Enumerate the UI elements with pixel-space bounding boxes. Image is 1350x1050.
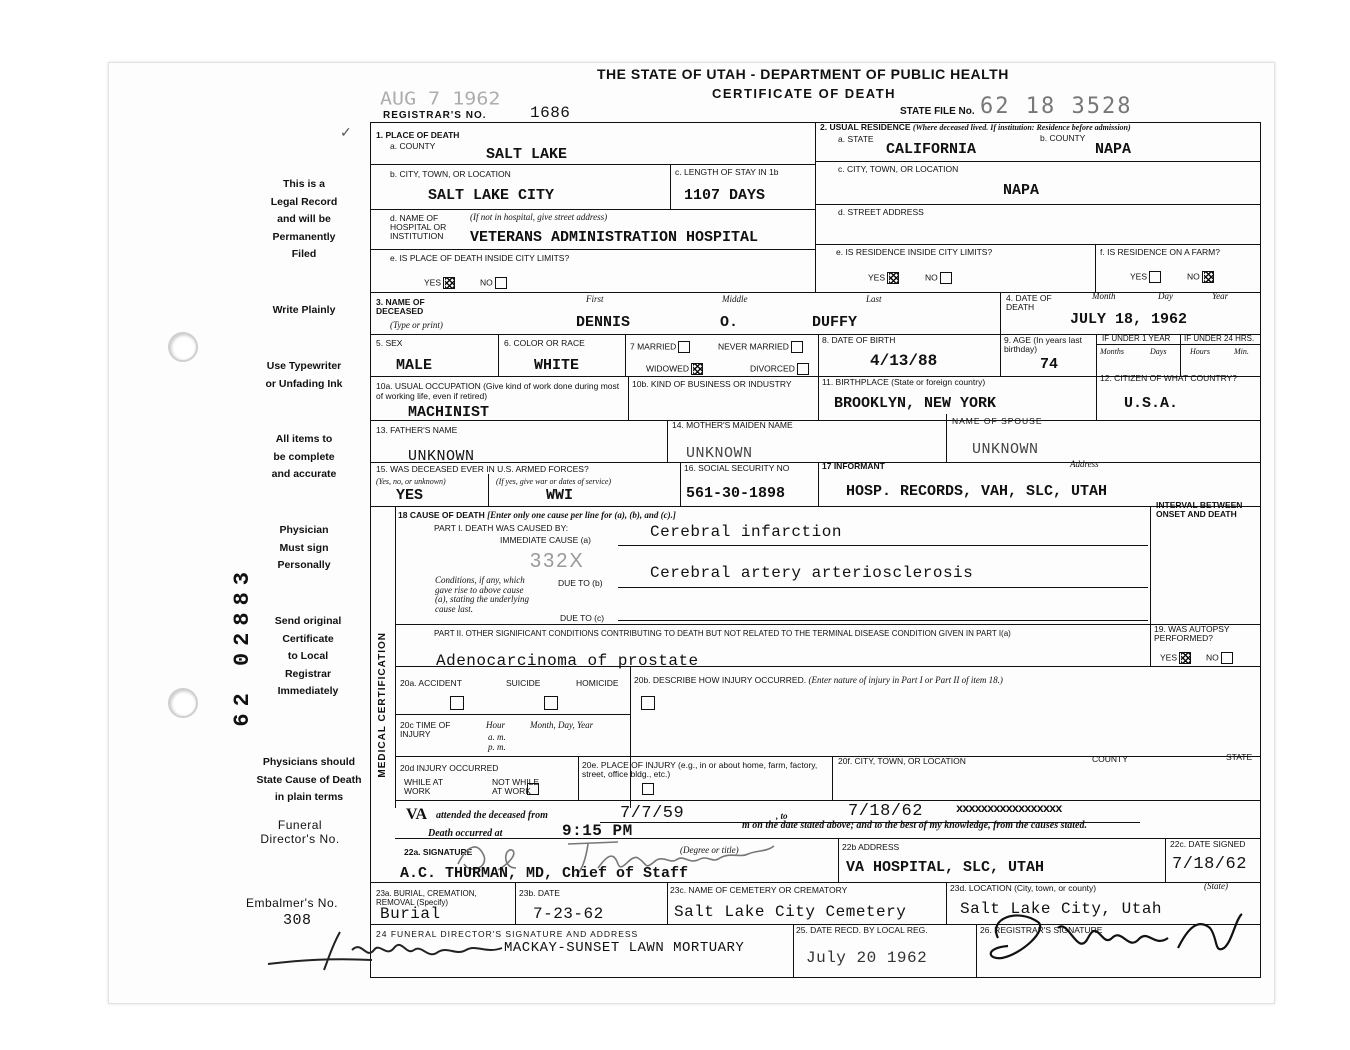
cause-b-line bbox=[618, 587, 1148, 588]
divider bbox=[395, 714, 630, 715]
yes-label: YES bbox=[868, 272, 886, 283]
margin-physician-sign bbox=[252, 522, 356, 575]
state-file-number: 62 18 3528 bbox=[980, 94, 1133, 119]
divider bbox=[625, 334, 626, 376]
married-label: 7 MARRIED bbox=[630, 341, 677, 352]
margin-line: Must sign bbox=[279, 541, 329, 554]
date-received-label: 25. DATE RECD. BY LOCAL REG. bbox=[796, 925, 928, 935]
death-time: 9:15 PM bbox=[562, 822, 633, 840]
ssn-value: 561-30-1898 bbox=[686, 485, 786, 502]
injury-state-label: STATE bbox=[1226, 752, 1253, 762]
injury-county-label: COUNTY bbox=[1092, 754, 1128, 764]
inside-city-no bbox=[480, 277, 507, 289]
address-label: 22b ADDRESS bbox=[842, 842, 900, 852]
date-received: July 20 1962 bbox=[806, 949, 928, 967]
citizen-value: U.S.A. bbox=[1124, 395, 1179, 412]
hospital-name: VETERANS ADMINISTRATION HOSPITAL bbox=[470, 229, 759, 246]
widowed-label: WIDOWED bbox=[646, 363, 689, 374]
divorced-checkbox[interactable] bbox=[797, 363, 809, 375]
punch-hole-bottom bbox=[168, 688, 198, 718]
margin-line: Send original bbox=[274, 615, 342, 627]
spouse-label: NAME OF SPOUSE bbox=[952, 416, 1043, 426]
age-label: 9. AGE (In years last birthday) bbox=[1004, 335, 1082, 354]
cause-b: Cerebral artery arteriosclerosis bbox=[650, 564, 974, 582]
margin-line: Use Typewriter bbox=[266, 360, 342, 372]
suicide-checkbox[interactable] bbox=[544, 696, 558, 710]
place-county-label: a. COUNTY bbox=[390, 141, 436, 151]
divider bbox=[1000, 334, 1001, 376]
divider bbox=[370, 420, 1260, 421]
divider bbox=[946, 414, 947, 462]
divider bbox=[1096, 334, 1097, 376]
farm-no bbox=[1187, 271, 1214, 283]
location-value: Salt Lake City, Utah bbox=[960, 900, 1163, 918]
margin-funeral-director bbox=[240, 818, 360, 846]
margin-line: Filed bbox=[291, 248, 317, 260]
divider bbox=[793, 924, 794, 977]
check-mark: ✓ bbox=[340, 124, 352, 140]
occupation-value: MACHINIST bbox=[408, 404, 490, 421]
margin-line: and will be bbox=[277, 213, 331, 225]
punch-hole-top bbox=[168, 332, 198, 362]
cause-a-line bbox=[618, 545, 1148, 546]
location-label: 23d. LOCATION (City, town, or county) bbox=[950, 883, 1097, 893]
received-stamp: AUG 7 1962 bbox=[380, 87, 501, 109]
accident-label: 20a. ACCIDENT bbox=[400, 678, 462, 688]
cemetery-label: 23c. NAME OF CEMETERY OR CREMATORY bbox=[670, 885, 848, 895]
form-left-border bbox=[370, 122, 371, 978]
margin-line: All items to bbox=[275, 433, 333, 445]
death-date: JULY 18, 1962 bbox=[1070, 311, 1188, 328]
armed-label: 15. WAS DECEASED EVER IN U.S. ARMED FORCES? bbox=[376, 464, 589, 474]
place-label: 1. PLACE OF DEATH bbox=[376, 130, 460, 140]
not-work-checkbox[interactable] bbox=[642, 783, 654, 795]
margin-line: and accurate bbox=[271, 468, 337, 480]
armed-note-1: (Yes, no, or unknown) bbox=[376, 477, 446, 486]
am-label: a. m. bbox=[488, 732, 506, 742]
inside-city-yes bbox=[424, 277, 455, 289]
homicide-checkbox[interactable] bbox=[641, 696, 655, 710]
under-1-label: IF UNDER 1 YEAR bbox=[1102, 334, 1171, 343]
divider bbox=[488, 474, 489, 506]
time-label: 20c TIME OF INJURY bbox=[400, 720, 451, 739]
farm-yes bbox=[1130, 271, 1161, 283]
race-value: WHITE bbox=[534, 357, 580, 374]
first-label: First bbox=[586, 294, 604, 304]
married-checkbox[interactable] bbox=[678, 341, 690, 353]
cause-note: [Enter only one cause per line for (a), (b), and (c).] bbox=[487, 510, 676, 520]
farm-label: f. IS RESIDENCE ON A FARM? bbox=[1100, 247, 1220, 257]
divider bbox=[1180, 334, 1181, 376]
divider bbox=[370, 506, 1260, 507]
war-value: WWI bbox=[546, 487, 574, 504]
divider bbox=[976, 924, 977, 977]
mdy-label: Month, Day, Year bbox=[530, 720, 594, 730]
margin-line: Physicians should bbox=[262, 756, 356, 768]
father-value: UNKNOWN bbox=[408, 448, 475, 465]
no-checkbox[interactable] bbox=[495, 277, 507, 289]
divider bbox=[370, 292, 1260, 293]
attend-to-label: , to bbox=[776, 811, 788, 821]
physician-address: VA HOSPITAL, SLC, UTAH bbox=[846, 859, 1045, 876]
date-signed-label: 22c. DATE SIGNED bbox=[1170, 839, 1246, 849]
yes-checkbox[interactable] bbox=[443, 277, 455, 289]
autopsy-no bbox=[1206, 652, 1233, 664]
middle-name: O. bbox=[720, 314, 739, 331]
suicide-label: SUICIDE bbox=[506, 678, 541, 688]
margin-typewriter bbox=[248, 358, 360, 393]
header-title: CERTIFICATE OF DEATH bbox=[712, 86, 897, 101]
informant-label: 17 INFORMANT bbox=[822, 461, 885, 471]
res-inside-yes bbox=[868, 272, 899, 284]
attend-text: attended the deceased from bbox=[436, 810, 548, 821]
burial-date: 7-23-62 bbox=[533, 905, 604, 923]
margin-line: Physician bbox=[279, 524, 329, 536]
conditions-note: Conditions, if any, which gave rise to above cause (a), stating the underlying cause last. bbox=[435, 575, 529, 614]
funeral-director-value: MACKAY-SUNSET LAWN MORTUARY bbox=[504, 940, 745, 956]
res-inside-label: e. IS RESIDENCE INSIDE CITY LIMITS? bbox=[836, 247, 993, 257]
margin-complete bbox=[252, 431, 356, 484]
form-right-border bbox=[1260, 122, 1261, 978]
part1-label: PART I. DEATH WAS CAUSED BY: bbox=[434, 523, 569, 533]
margin-line: Permanently bbox=[272, 230, 336, 243]
yes-checkbox[interactable] bbox=[1149, 271, 1161, 283]
divorced-label: DIVORCED bbox=[750, 363, 795, 374]
divider bbox=[818, 462, 819, 506]
divider bbox=[838, 838, 839, 882]
divider bbox=[670, 164, 671, 209]
father-label: 13. FATHER'S NAME bbox=[376, 425, 458, 435]
divider bbox=[667, 882, 668, 924]
margin-line: in plain terms bbox=[274, 791, 344, 803]
deceased-label: 3. NAME OF DECEASED bbox=[376, 297, 425, 316]
interval-label: INTERVAL BETWEEN ONSET AND DEATH bbox=[1156, 500, 1243, 519]
occurred-label: 20d INJURY OCCURRED bbox=[400, 763, 499, 773]
margin-cause-terms bbox=[246, 754, 372, 807]
middle-label: Middle bbox=[722, 294, 748, 304]
attend-to: 7/18/62 bbox=[848, 802, 923, 821]
cause-label bbox=[398, 510, 676, 520]
divider bbox=[946, 882, 947, 924]
never-married-label: NEVER MARRIED bbox=[718, 341, 789, 352]
margin-write-plainly: Write Plainly bbox=[272, 304, 336, 316]
birthplace-label: 11. BIRTHPLACE (State or foreign country) bbox=[822, 377, 986, 387]
divider bbox=[667, 420, 668, 462]
type-note: (Type or print) bbox=[390, 320, 443, 330]
no-label: NO bbox=[480, 277, 493, 288]
divider bbox=[815, 244, 1260, 245]
divider bbox=[815, 122, 816, 292]
month-label: Month bbox=[1092, 291, 1116, 301]
degree-label: (Degree or title) bbox=[680, 845, 739, 855]
armed-value: YES bbox=[396, 487, 424, 504]
registrar-signature bbox=[978, 898, 1248, 968]
res-county: NAPA bbox=[1095, 141, 1132, 158]
residence-title: 2. USUAL RESIDENCE bbox=[820, 122, 911, 132]
place-city: SALT LAKE CITY bbox=[428, 187, 555, 204]
divider bbox=[395, 756, 630, 757]
registrar-label: REGISTRAR'S NO. bbox=[383, 110, 487, 121]
divider bbox=[370, 209, 815, 210]
divider bbox=[370, 882, 1260, 883]
stay-value: 1107 DAYS bbox=[684, 187, 766, 204]
divider bbox=[1000, 292, 1001, 334]
burial-date-label: 23b. DATE bbox=[519, 888, 560, 898]
autopsy-label: 19. WAS AUTOPSY PERFORMED? bbox=[1154, 624, 1230, 643]
stay-label: c. LENGTH OF STAY IN 1b bbox=[675, 167, 779, 177]
mother-label: 14. MOTHER'S MAIDEN NAME bbox=[672, 420, 793, 430]
state-file-label: STATE FILE No. bbox=[900, 106, 975, 117]
attend-prefix: VA bbox=[406, 806, 428, 823]
yes-label: YES bbox=[1130, 271, 1148, 282]
signature-label: 22a. SIGNATURE bbox=[404, 847, 473, 857]
margin-line: Personally bbox=[277, 559, 331, 571]
sex-label: 5. SEX bbox=[376, 338, 403, 348]
funeral-director-signature bbox=[262, 920, 512, 980]
margin-line: Certificate bbox=[282, 632, 334, 645]
margin-line: Immediately bbox=[277, 685, 339, 697]
divider bbox=[370, 462, 1260, 463]
divider bbox=[818, 334, 819, 376]
divider bbox=[1095, 244, 1096, 292]
days-label: Days bbox=[1150, 347, 1167, 356]
divider bbox=[815, 204, 1260, 205]
injury-city-label: 20f. CITY, TOWN, OR LOCATION bbox=[838, 756, 966, 766]
divider bbox=[370, 249, 815, 250]
inside-city-label: e. IS PLACE OF DEATH INSIDE CITY LIMITS? bbox=[390, 253, 570, 263]
res-county-label: b. COUNTY bbox=[1040, 133, 1086, 143]
cause-a: Cerebral infarction bbox=[650, 523, 842, 541]
funeral-director-label: 24 FUNERAL DIRECTOR'S SIGNATURE AND ADDRESS bbox=[376, 929, 639, 939]
divider bbox=[815, 161, 1260, 162]
hours-label: Hours bbox=[1190, 347, 1211, 356]
res-state-label: a. STATE bbox=[838, 134, 874, 144]
part2-label: PART II. OTHER SIGNIFICANT CONDITIONS CONTRIBUTING TO DEATH BUT NOT RELATED TO THE TERMINAL DISEASE CONDITION GIVEN IN PART I(a) bbox=[434, 629, 1011, 638]
divider bbox=[370, 164, 815, 165]
no-label: NO bbox=[925, 272, 938, 283]
birth-date-label: 8. DATE OF BIRTH bbox=[822, 335, 896, 345]
yes-checkbox[interactable] bbox=[1179, 652, 1191, 664]
divorced-option bbox=[750, 363, 809, 375]
business-label: 10b. KIND OF BUSINESS OR INDUSTRY bbox=[632, 379, 792, 389]
margin-line: Legal Record bbox=[270, 195, 338, 208]
year-label: Year bbox=[1212, 291, 1229, 301]
under-24-label: IF UNDER 24 HRS. bbox=[1184, 334, 1255, 343]
margin-line: Registrar bbox=[284, 667, 332, 680]
divider bbox=[1165, 838, 1166, 882]
burial-value: Burial bbox=[380, 905, 441, 923]
margin-line: State Cause of Death bbox=[256, 773, 362, 786]
citizen-label: 12. CITIZEN OF WHAT COUNTRY? bbox=[1100, 373, 1237, 383]
never-married-option bbox=[718, 341, 803, 353]
due-c-label: DUE TO (c) bbox=[560, 613, 605, 623]
occupation-label: 10a. USUAL OCCUPATION (Give kind of work done during most of working life, even if retired) bbox=[376, 381, 620, 401]
registrar-signature-label: 26. REGISTRAR'S SIGNATURE bbox=[980, 925, 1103, 935]
armed-note-2: (If yes, give war or dates of service) bbox=[496, 477, 612, 486]
informant-address-label: Address bbox=[1070, 459, 1099, 469]
hospital-note: (If not in hospital, give street address) bbox=[470, 212, 608, 222]
divider bbox=[630, 666, 631, 808]
place-injury-label: 20e. PLACE OF INJURY (e.g., in or about home, farm, factory, street, office bldg., etc.) bbox=[582, 760, 818, 779]
margin-line: Funeral bbox=[277, 818, 323, 832]
mother-value: UNKNOWN bbox=[686, 445, 753, 462]
occurred-text: Death occurred at bbox=[428, 828, 503, 839]
residence-note: (Where deceased lived. If institution: Residence before admission) bbox=[912, 123, 1131, 132]
birth-date: 4/13/88 bbox=[870, 352, 938, 370]
signer-name: A.C. THURMAN, MD, Chief of Staff bbox=[400, 865, 689, 882]
min-label: Min. bbox=[1234, 347, 1249, 356]
divider bbox=[818, 376, 819, 420]
death-date-label: 4. DATE OF DEATH bbox=[1006, 293, 1052, 312]
cause-c-line bbox=[618, 620, 1148, 621]
place-city-label: b. CITY, TOWN, OR LOCATION bbox=[390, 169, 511, 179]
no-label: NO bbox=[1187, 271, 1200, 282]
birthplace-value: BROOKLYN, NEW YORK bbox=[834, 395, 997, 412]
no-checkbox[interactable] bbox=[1202, 271, 1214, 283]
res-city-label: c. CITY, TOWN, OR LOCATION bbox=[838, 164, 959, 174]
attend-from: 7/7/59 bbox=[620, 804, 685, 823]
other-conditions: Adenocarcinoma of prostate bbox=[436, 652, 699, 670]
res-street-label: d. STREET ADDRESS bbox=[838, 207, 924, 217]
sex-value: MALE bbox=[396, 357, 433, 374]
widowed-option bbox=[646, 363, 703, 375]
injury-label bbox=[634, 675, 1003, 685]
due-b-label: DUE TO (b) bbox=[558, 578, 603, 588]
margin-line: to Local bbox=[287, 650, 329, 662]
race-label: 6. COLOR OR RACE bbox=[504, 338, 585, 348]
margin-line: or Unfading Ink bbox=[265, 377, 343, 390]
residence-label bbox=[820, 123, 1131, 133]
location-state-label: (State) bbox=[1204, 881, 1228, 891]
last-name: DUFFY bbox=[812, 314, 858, 331]
serial-number: 62 02883 bbox=[230, 565, 255, 727]
divider bbox=[395, 800, 1260, 801]
not-work-label: NOT WHILE AT WORK bbox=[492, 777, 540, 796]
statement-text: m on the date stated above; and to the best of my knowledge, from the causes stated. bbox=[742, 820, 1087, 831]
res-state: CALIFORNIA bbox=[886, 141, 977, 158]
hour-label: Hour bbox=[486, 720, 506, 730]
divider bbox=[628, 376, 629, 420]
embalmer-number: 308 bbox=[283, 912, 312, 929]
divider bbox=[498, 334, 499, 376]
divider bbox=[1096, 344, 1260, 345]
cemetery-value: Salt Lake City Cemetery bbox=[674, 903, 907, 921]
day-label: Day bbox=[1158, 291, 1173, 301]
margin-line: Director's No. bbox=[260, 832, 340, 846]
last-label: Last bbox=[866, 294, 882, 304]
medical-certification-label: MEDICAL CERTIFICATION bbox=[377, 632, 388, 778]
res-inside-no bbox=[925, 272, 952, 284]
pm-label: p. m. bbox=[488, 742, 506, 752]
divider bbox=[578, 756, 579, 800]
injury-note: (Enter nature of injury in Part I or Part II of item 18.) bbox=[808, 675, 1003, 685]
homicide-label: HOMICIDE bbox=[576, 678, 619, 688]
yes-label: YES bbox=[424, 277, 442, 288]
divider bbox=[680, 462, 681, 506]
divider bbox=[1096, 376, 1097, 420]
divider bbox=[395, 624, 1260, 625]
spouse-value: UNKNOWN bbox=[972, 441, 1039, 458]
embalmer-label: Embalmer's No. bbox=[246, 896, 338, 910]
autopsy-yes bbox=[1160, 652, 1191, 664]
margin-send-original bbox=[256, 613, 360, 701]
yes-label: YES bbox=[1160, 652, 1178, 663]
no-label: NO bbox=[1206, 652, 1219, 663]
ssn-label: 16. SOCIAL SECURITY NO bbox=[684, 463, 790, 473]
divider bbox=[1150, 506, 1151, 666]
hospital-label: d. NAME OF HOSPITAL OR INSTITUTION bbox=[390, 213, 447, 241]
accident-checkbox[interactable] bbox=[450, 696, 464, 710]
injury-title: 20b. DESCRIBE HOW INJURY OCCURRED. bbox=[634, 675, 807, 685]
no-checkbox[interactable] bbox=[940, 272, 952, 284]
margin-legal-record bbox=[252, 176, 356, 264]
margin-line: be complete bbox=[273, 450, 335, 463]
divider bbox=[832, 756, 833, 800]
no-checkbox[interactable] bbox=[1221, 652, 1233, 664]
burial-label: 23a. BURIAL, CREMATION, REMOVAL (Specify) bbox=[376, 889, 477, 907]
place-county: SALT LAKE bbox=[486, 146, 568, 163]
immediate-label: IMMEDIATE CAUSE (a) bbox=[500, 535, 591, 545]
informant-value: HOSP. RECORDS, VAH, SLC, UTAH bbox=[846, 483, 1108, 500]
married-option bbox=[630, 341, 690, 353]
widowed-checkbox[interactable] bbox=[691, 363, 703, 375]
struck-text: xxxxxxxxxxxxxxxxx bbox=[956, 802, 1062, 816]
header-agency: THE STATE OF UTAH - DEPARTMENT OF PUBLIC HEALTH bbox=[597, 66, 1009, 82]
divider bbox=[515, 882, 516, 924]
yes-checkbox[interactable] bbox=[887, 272, 899, 284]
age-value: 74 bbox=[1040, 356, 1059, 373]
while-work-label: WHILE AT WORK bbox=[404, 777, 443, 796]
icd-code: 332X bbox=[530, 550, 585, 572]
margin-line: This is a bbox=[282, 178, 325, 190]
medical-left bbox=[395, 506, 396, 808]
never-married-checkbox[interactable] bbox=[791, 341, 803, 353]
res-city: NAPA bbox=[1003, 182, 1040, 199]
months-label: Months bbox=[1100, 347, 1124, 356]
first-name: DENNIS bbox=[576, 314, 631, 331]
cause-title: 18 CAUSE OF DEATH bbox=[398, 510, 485, 520]
date-signed: 7/18/62 bbox=[1172, 855, 1247, 874]
registrar-number: 1686 bbox=[530, 104, 571, 122]
